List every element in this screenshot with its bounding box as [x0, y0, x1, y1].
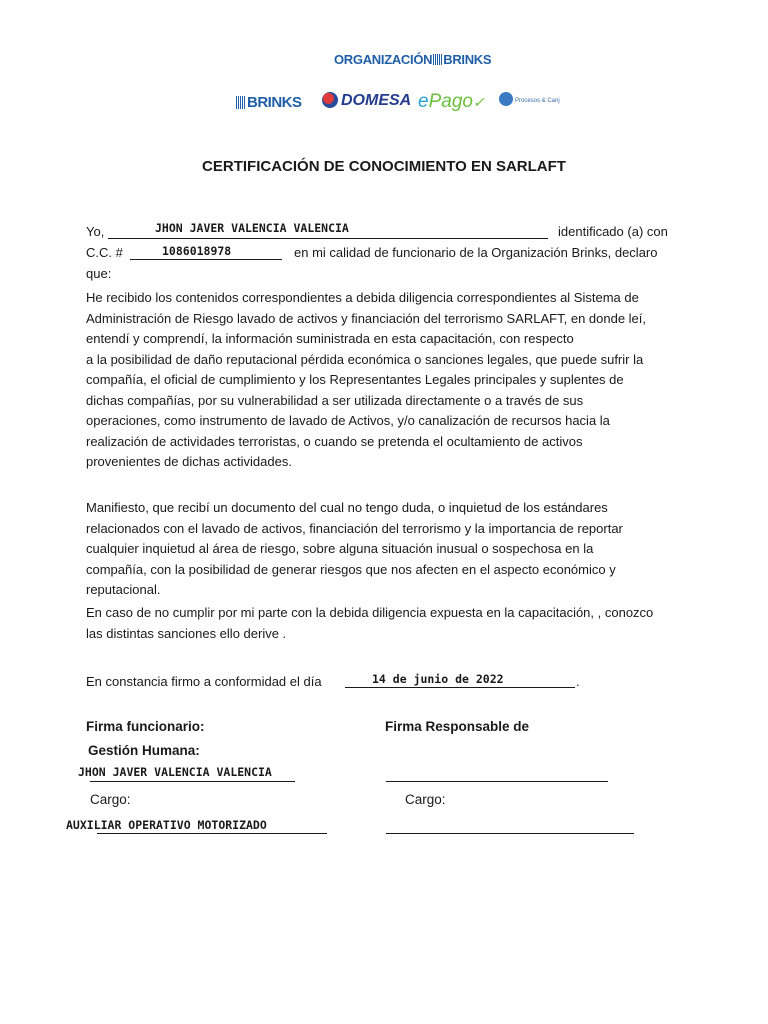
employee-id-field: 1086018978: [162, 244, 232, 258]
p1-line: realización de actividades terroristas, o cuando se pretenda el ocultamiento de activos: [86, 433, 583, 449]
p1-line: compañía, el oficial de cumplimiento y los Representantes Legales principales y suplentes de: [86, 372, 624, 387]
employee-name-field: JHON JAVER VALENCIA VALENCIA: [155, 221, 349, 235]
epago-e-text: e: [418, 91, 429, 112]
domesa-logo-text: DOMESA: [341, 92, 412, 109]
epago-pago-text: Pago: [428, 91, 473, 112]
firma-funcionario-label: Firma funcionario:: [86, 719, 205, 734]
logo-text-organizacion: ORGANIZACIÓN: [334, 52, 433, 67]
right-signature-line: [386, 781, 608, 782]
p1-line: operaciones, como instrumento de lavado de Activos, y/o canalización de recursos hacia la: [86, 413, 610, 428]
p1-line: a la posibilidad de daño reputacional pérdida económica o sanciones legales, que puede sufrir la: [86, 351, 644, 367]
right-cargo-line: [386, 833, 634, 834]
intro-yo: Yo,: [86, 224, 105, 239]
p2-line: reputacional.: [86, 582, 161, 597]
p2-line: Manifiesto, que recibí un documento del cual no tengo duda, o inquietud de los estándares: [86, 500, 608, 515]
paragraph-3: [86, 603, 653, 644]
brinks-logo-text: BRINKS: [247, 94, 302, 111]
p1-line: provenientes de dichas actividades.: [86, 454, 292, 469]
constancia-text: En constancia firmo a conformidad el día: [86, 674, 322, 689]
p1-line: Administración de Riesgo lavado de activos y financiación del terrorismo SARLAFT, en donde leí,: [86, 310, 647, 326]
p1-line: dichas compañías, por su vulnerabilidad a ser utilizada directamente o a través de sus: [86, 392, 584, 408]
left-cargo-label: Cargo:: [90, 792, 131, 807]
constancia-period: .: [576, 674, 580, 689]
intro-identificado: identificado (a) con: [558, 224, 668, 239]
left-cargo-line: [97, 833, 327, 834]
intro-cc: C.C. #: [86, 245, 123, 260]
cc-underline: [130, 259, 282, 260]
domesa-globe-icon: [322, 92, 338, 108]
p3-line: En caso de no cumplir por mi parte con la debida diligencia expuesta en la capacitación, , conozco: [86, 605, 654, 620]
procesos-logo-text: Procesos & Canj: [515, 98, 560, 104]
gestion-humana-label: Gestión Humana:: [88, 743, 200, 758]
logo-bars-icon: [433, 54, 442, 65]
p2-line: cualquier inquietud al área de riesgo, sobre alguna situación inusual o sospechosa en la: [86, 541, 594, 556]
date-field: 14 de junio de 2022: [372, 672, 504, 686]
date-underline: [345, 687, 575, 688]
checkmark-icon: ✓: [472, 94, 485, 110]
p1-line: He recibido los contenidos correspondientes a debida diligencia correspondientes al Sistema de: [86, 290, 639, 305]
domesa-logo: [322, 92, 411, 110]
left-cargo-value: AUXILIAR OPERATIVO MOTORIZADO: [66, 818, 267, 832]
procesos-disc-icon: [499, 92, 513, 106]
intro-calidad: en mi calidad de funcionario de la Organización Brinks, declaro: [294, 245, 658, 260]
paragraph-2: [86, 498, 623, 601]
procesos-canje-logo: [499, 92, 560, 106]
brinks-bars-icon: [236, 96, 246, 109]
p2-line: compañía, con la posibilidad de generar riesgos que nos afecten en el aspecto económico y: [86, 561, 616, 577]
right-cargo-label: Cargo:: [405, 792, 446, 807]
intro-que: que:: [86, 266, 112, 281]
left-signature-line: [90, 781, 295, 782]
document-title: CERTIFICACIÓN DE CONOCIMIENTO EN SARLAFT: [202, 158, 566, 175]
firma-responsable-label: Firma Responsable de: [385, 719, 530, 734]
name-underline: [108, 238, 548, 239]
brinks-logo: [236, 94, 302, 111]
logo-text-brinks: BRINKS: [443, 52, 492, 67]
signer-name: JHON JAVER VALENCIA VALENCIA: [78, 765, 272, 779]
p2-line: relacionados con el lavado de activos, financiación del terrorismo y la importancia de reportar: [86, 520, 623, 536]
paragraph-1: [86, 288, 646, 473]
epago-logo: [418, 91, 485, 113]
organizacion-brinks-logo: [334, 52, 491, 67]
p3-line: las distintas sanciones ello derive .: [86, 625, 287, 641]
p1-line: entendí y comprendí, la información suministrada en esta capacitación, con respecto: [86, 331, 574, 346]
